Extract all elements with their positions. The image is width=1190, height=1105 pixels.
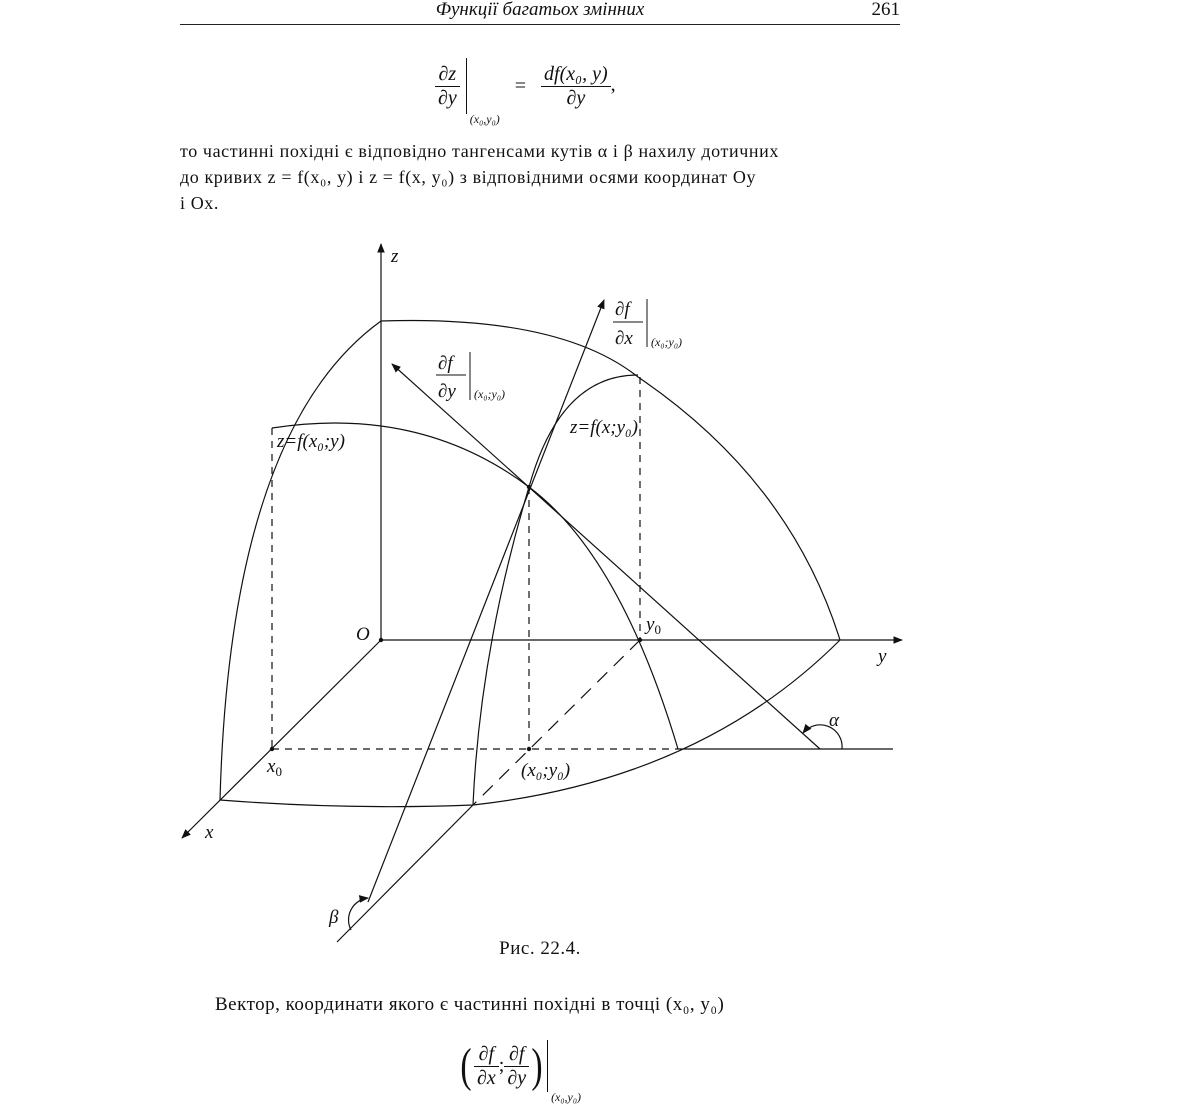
point-on-surface — [527, 485, 531, 489]
df-dy-eval-point: (x₀;y₀) — [474, 387, 505, 401]
df-dx-denominator: ∂x — [615, 328, 633, 349]
running-title: Функції багатьох змінних — [435, 0, 645, 20]
surface-left-edge — [220, 321, 381, 800]
beta-label: β — [329, 907, 339, 928]
lhs-denominator: ∂y — [438, 86, 457, 109]
surface-bottom-edge — [220, 640, 840, 807]
y0-label: $y_0$ — [646, 614, 661, 637]
first-fraction — [474, 1043, 499, 1090]
paragraph-line-2: до кривих z = f(x₀, y) і z = f(x, y₀) з відповідними осями координат Oy — [180, 167, 757, 187]
second-fraction — [504, 1043, 529, 1090]
point-origin — [379, 638, 383, 642]
origin-label: O — [356, 624, 370, 645]
curve-z-f-x0-y — [272, 423, 678, 749]
open-paren: ( — [460, 1039, 472, 1092]
df-dy-numerator: ∂f — [438, 353, 453, 374]
equation-gradient — [458, 1040, 581, 1105]
equation-trailing-comma: , — [610, 73, 616, 96]
y-axis-label: y — [878, 646, 887, 667]
df-dx-eval-point: (x₀;y₀) — [651, 335, 682, 349]
second-numerator: ∂f — [504, 1043, 529, 1067]
x-axis-label: x — [205, 822, 214, 843]
evaluation-point-2: (x₀,y₀) — [551, 1089, 582, 1104]
evaluation-point: (x₀,y₀) — [469, 111, 500, 126]
point-x0-y0 — [527, 747, 531, 751]
point-x0 — [270, 747, 274, 751]
line-y0-extension — [337, 805, 473, 942]
curve-x0-label: z=f(x₀;y) — [277, 431, 345, 452]
evaluation-bar-2 — [547, 1040, 548, 1092]
first-denominator: ∂x — [476, 1066, 496, 1089]
df-dy-denominator: ∂y — [438, 381, 456, 402]
paragraph-line-1: то частинні похідні є відповідно тангенсами кутів α і β нахилу дотичних — [180, 141, 779, 161]
point-x0-y0-label: (x₀;y₀) — [521, 760, 571, 781]
figure-caption: Рис. 22.4. — [499, 938, 581, 959]
rhs-denominator: ∂y — [566, 86, 586, 109]
rhs-numerator: df(x₀, y) — [541, 63, 611, 87]
z-axis-label: z — [391, 246, 399, 267]
page-number: 261 — [871, 0, 900, 20]
paragraph-gradient-vector: Вектор, координати якого є частинні похідні в точці (x₀, y₀) — [215, 994, 725, 1015]
alpha-label: α — [829, 710, 839, 731]
equals-sign: = — [514, 74, 527, 97]
second-denominator: ∂y — [507, 1066, 527, 1089]
point-y0 — [638, 638, 642, 642]
x-axis — [182, 640, 381, 838]
close-paren: ) — [531, 1039, 543, 1092]
df-dx-numerator: ∂f — [615, 299, 630, 320]
x0-label: $x_0$ — [267, 756, 282, 779]
paragraph-line-3: і Ox. — [180, 193, 219, 213]
first-numerator: ∂f — [474, 1043, 499, 1067]
lhs-numerator: ∂z — [435, 63, 460, 87]
separator: ; — [498, 1054, 505, 1077]
curve-y0-label: z=f(x;y₀) — [570, 417, 638, 438]
